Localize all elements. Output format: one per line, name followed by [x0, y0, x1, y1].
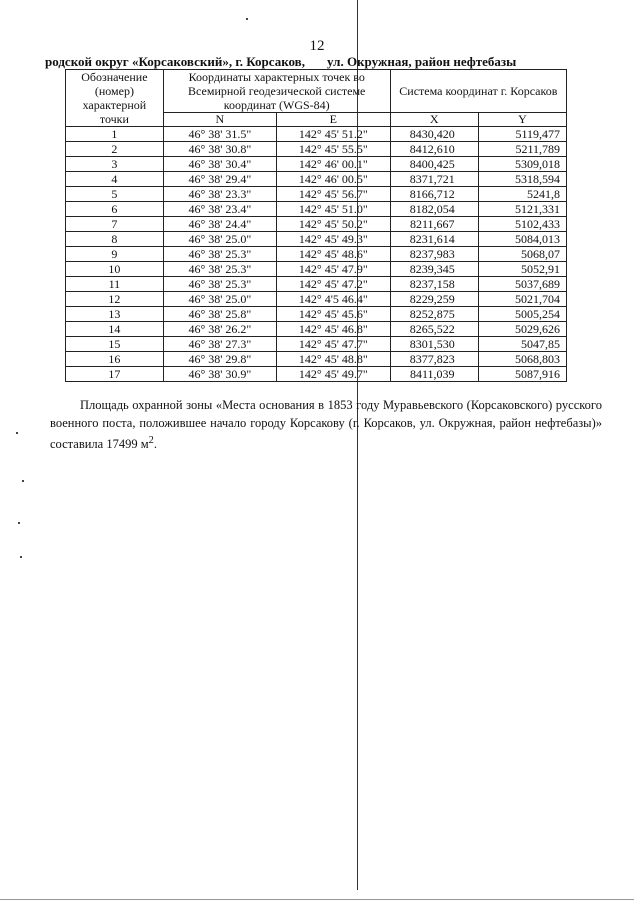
cell-longitude-e: 142° 45' 51.0"	[277, 202, 391, 217]
header-designation: Обозначение (номер) характерной точки	[66, 70, 164, 127]
cell-latitude-n: 46° 38' 27.3"	[163, 337, 276, 352]
cell-x: 8412,610	[390, 142, 478, 157]
table-row	[66, 352, 567, 367]
table-header-row	[66, 70, 567, 113]
table-row	[66, 157, 567, 172]
cell-point-id: 2	[66, 142, 164, 157]
cell-latitude-n: 46° 38' 30.4"	[163, 157, 276, 172]
subheader-y: Y	[478, 113, 566, 127]
cell-x: 8237,983	[390, 247, 478, 262]
table-row	[66, 202, 567, 217]
cell-y: 5087,916	[478, 367, 566, 382]
cell-point-id: 15	[66, 337, 164, 352]
cell-y: 5068,07	[478, 247, 566, 262]
cell-latitude-n: 46° 38' 30.8"	[163, 142, 276, 157]
cell-point-id: 6	[66, 202, 164, 217]
cell-latitude-n: 46° 38' 25.0"	[163, 232, 276, 247]
cell-y: 5029,626	[478, 322, 566, 337]
table-row	[66, 127, 567, 142]
cell-x: 8411,039	[390, 367, 478, 382]
cell-x: 8252,875	[390, 307, 478, 322]
cell-longitude-e: 142° 45' 49.7"	[277, 367, 391, 382]
heading-part-street: ул. Окружная, район нефтебазы	[326, 54, 517, 69]
cell-point-id: 10	[66, 262, 164, 277]
cell-point-id: 14	[66, 322, 164, 337]
table-row	[66, 322, 567, 337]
cell-x: 8166,712	[390, 187, 478, 202]
scan-speck	[18, 522, 20, 524]
cell-point-id: 4	[66, 172, 164, 187]
cell-longitude-e: 142° 46' 00.5"	[277, 172, 391, 187]
cell-x: 8301,530	[390, 337, 478, 352]
cell-longitude-e: 142° 45' 48.8"	[277, 352, 391, 367]
cell-point-id: 16	[66, 352, 164, 367]
cell-longitude-e: 142° 45' 49.3"	[277, 232, 391, 247]
cell-latitude-n: 46° 38' 25.8"	[163, 307, 276, 322]
cell-latitude-n: 46° 38' 29.8"	[163, 352, 276, 367]
scan-speck	[20, 556, 22, 558]
table-row	[66, 187, 567, 202]
subheader-e: E	[277, 113, 391, 127]
cell-y: 5309,018	[478, 157, 566, 172]
cell-point-id: 12	[66, 292, 164, 307]
cell-longitude-e: 142° 45' 47.9"	[277, 262, 391, 277]
cell-longitude-e: 142° 45' 51.2"	[277, 127, 391, 142]
table-row	[66, 277, 567, 292]
cell-x: 8371,721	[390, 172, 478, 187]
cell-point-id: 17	[66, 367, 164, 382]
cell-x: 8265,522	[390, 322, 478, 337]
table-row	[66, 367, 567, 382]
scan-speck	[246, 18, 248, 20]
cell-latitude-n: 46° 38' 25.3"	[163, 277, 276, 292]
subheader-x: X	[390, 113, 478, 127]
cell-x: 8229,259	[390, 292, 478, 307]
area-text-end: .	[153, 437, 157, 452]
cell-latitude-n: 46° 38' 31.5"	[163, 127, 276, 142]
heading-part-district: родской округ «Корсаковский», г. Корсаков,	[45, 54, 305, 69]
cell-y: 5005,254	[478, 307, 566, 322]
cell-latitude-n: 46° 38' 24.4"	[163, 217, 276, 232]
cell-y: 5121,331	[478, 202, 566, 217]
cell-latitude-n: 46° 38' 23.4"	[163, 202, 276, 217]
cell-point-id: 8	[66, 232, 164, 247]
cell-longitude-e: 142° 45' 55.5"	[277, 142, 391, 157]
cell-latitude-n: 46° 38' 23.3"	[163, 187, 276, 202]
header-wgs84: Координаты характерных точек во Всемирной геодезической системе координат (WGS-84)	[163, 70, 390, 113]
cell-longitude-e: 142° 4'5 46.4"	[277, 292, 391, 307]
coordinates-table	[65, 69, 567, 382]
cell-point-id: 1	[66, 127, 164, 142]
area-paragraph	[50, 396, 602, 453]
document-heading	[45, 54, 605, 70]
scan-speck	[16, 432, 18, 434]
scan-bottom-edge	[0, 899, 634, 900]
cell-point-id: 9	[66, 247, 164, 262]
table-row	[66, 232, 567, 247]
table-row	[66, 307, 567, 322]
table-row	[66, 262, 567, 277]
cell-x: 8237,158	[390, 277, 478, 292]
table-row	[66, 247, 567, 262]
cell-y: 5211,789	[478, 142, 566, 157]
cell-x: 8377,823	[390, 352, 478, 367]
table-row	[66, 337, 567, 352]
cell-latitude-n: 46° 38' 29.4"	[163, 172, 276, 187]
cell-point-id: 3	[66, 157, 164, 172]
table-row	[66, 292, 567, 307]
cell-x: 8239,345	[390, 262, 478, 277]
cell-x: 8182,054	[390, 202, 478, 217]
cell-y: 5318,594	[478, 172, 566, 187]
cell-longitude-e: 142° 45' 50.2"	[277, 217, 391, 232]
cell-longitude-e: 142° 45' 45.6"	[277, 307, 391, 322]
cell-longitude-e: 142° 45' 47.2"	[277, 277, 391, 292]
cell-y: 5241,8	[478, 187, 566, 202]
cell-longitude-e: 142° 45' 56.7"	[277, 187, 391, 202]
cell-y: 5102,433	[478, 217, 566, 232]
scan-speck	[22, 480, 24, 482]
cell-y: 5047,85	[478, 337, 566, 352]
cell-x: 8430,420	[390, 127, 478, 142]
cell-y: 5037,689	[478, 277, 566, 292]
cell-longitude-e: 142° 46' 00.1"	[277, 157, 391, 172]
cell-point-id: 11	[66, 277, 164, 292]
cell-y: 5052,91	[478, 262, 566, 277]
cell-longitude-e: 142° 45' 47.7"	[277, 337, 391, 352]
cell-point-id: 13	[66, 307, 164, 322]
cell-latitude-n: 46° 38' 25.3"	[163, 262, 276, 277]
cell-y: 5068,803	[478, 352, 566, 367]
cell-longitude-e: 142° 45' 46.8"	[277, 322, 391, 337]
table-row	[66, 142, 567, 157]
header-local-system: Система координат г. Корсаков	[390, 70, 566, 113]
cell-latitude-n: 46° 38' 30.9"	[163, 367, 276, 382]
subheader-n: N	[163, 113, 276, 127]
cell-longitude-e: 142° 45' 48.6"	[277, 247, 391, 262]
cell-latitude-n: 46° 38' 25.3"	[163, 247, 276, 262]
cell-x: 8231,614	[390, 232, 478, 247]
cell-x: 8400,425	[390, 157, 478, 172]
page-number: 12	[309, 38, 325, 54]
table-row	[66, 217, 567, 232]
cell-latitude-n: 46° 38' 26.2"	[163, 322, 276, 337]
area-text: Площадь охранной зоны «Места основания в 1853 году Муравьевского (Корсаковского) русского военного поста, положившее начало городу Корсакову (г. Корсаков, ул. Окружная, район нефтебазы)» составила 17499 м	[50, 398, 602, 452]
cell-y: 5021,704	[478, 292, 566, 307]
cell-point-id: 5	[66, 187, 164, 202]
cell-point-id: 7	[66, 217, 164, 232]
cell-x: 8211,667	[390, 217, 478, 232]
cell-y: 5119,477	[478, 127, 566, 142]
area-unit-exponent: 2	[148, 435, 154, 446]
table-row	[66, 172, 567, 187]
cell-latitude-n: 46° 38' 25.0"	[163, 292, 276, 307]
cell-y: 5084,013	[478, 232, 566, 247]
